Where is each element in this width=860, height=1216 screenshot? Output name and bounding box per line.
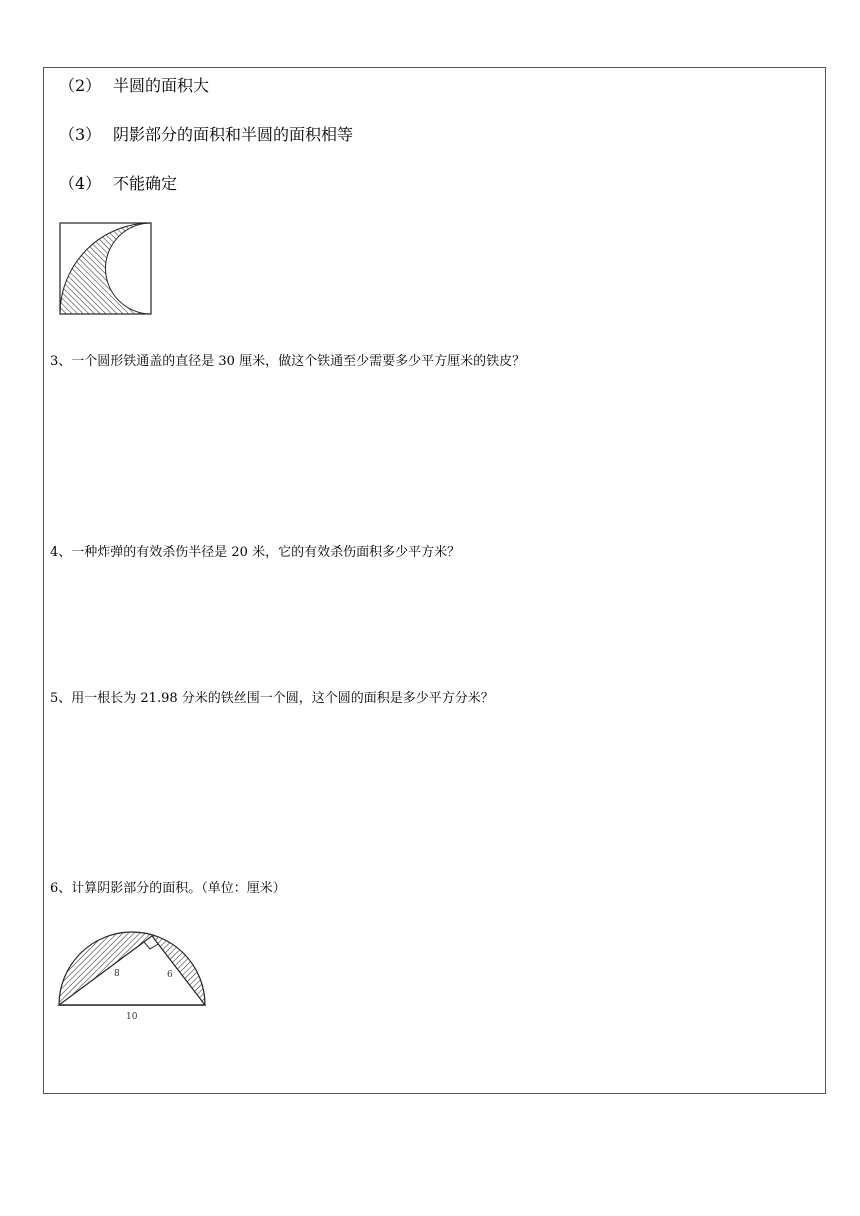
option-3 bbox=[59, 125, 353, 145]
diameter-label: 10 bbox=[126, 1012, 138, 1022]
side-b-label: 6 bbox=[167, 970, 173, 980]
option-text: 阴影部分的面积和半圆的面积相等 bbox=[113, 125, 354, 144]
option-4 bbox=[59, 174, 177, 194]
option-number: （4） bbox=[59, 174, 102, 193]
side-a-label: 8 bbox=[114, 969, 120, 979]
question-4: 4、一种炸弹的有效杀伤半径是 20 米，它的有效杀伤面积多少平方米？ bbox=[50, 545, 461, 560]
option-2 bbox=[59, 76, 209, 96]
option-text: 不能确定 bbox=[113, 174, 178, 193]
option-number: （3） bbox=[59, 125, 102, 144]
option-text: 半圆的面积大 bbox=[113, 76, 210, 95]
square-crescent-figure bbox=[58, 221, 154, 317]
question-3: 3、一个圆形铁通盖的直径是 30 厘米，做这个铁通至少需要多少平方厘米的铁皮？ bbox=[50, 354, 526, 369]
question-5: 5、用一根长为 21.98 分米的铁丝围一个圆，这个圆的面积是多少平方分米？ bbox=[50, 691, 494, 706]
semicircle-triangle-figure bbox=[54, 928, 210, 1024]
option-number: （2） bbox=[59, 76, 102, 95]
question-6: 6、计算阴影部分的面积。（单位：厘米） bbox=[50, 881, 286, 896]
